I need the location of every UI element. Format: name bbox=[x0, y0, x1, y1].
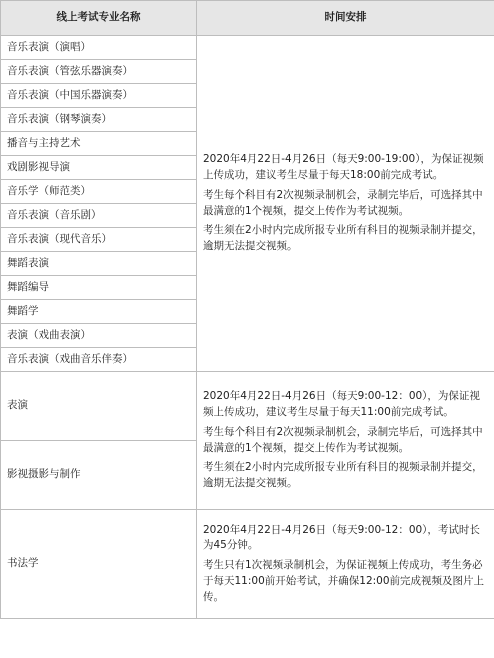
major-name: 音乐表演（中国乐器演奏） bbox=[1, 84, 197, 108]
schedule-text: 考生每个科目有2次视频录制机会，录制完毕后，可选择其中最满意的1个视频，提交上传作为考试视频。 bbox=[203, 425, 483, 454]
schedule-text: 考生须在2小时内完成所报专业所有科目的视频录制并提交，逾期无法提交视频。 bbox=[203, 224, 483, 252]
table-row bbox=[1, 372, 494, 441]
schedule-text: 考生须在2小时内完成所报专业所有科目的视频录制并提交，逾期无法提交视频。 bbox=[203, 461, 483, 489]
schedule-cell bbox=[197, 36, 494, 372]
major-name: 表演（戏曲表演） bbox=[1, 324, 197, 348]
major-name: 舞蹈学 bbox=[1, 300, 197, 324]
schedule-cell bbox=[197, 372, 494, 510]
major-name: 音乐表演（戏曲音乐伴奏） bbox=[1, 348, 197, 372]
major-name: 音乐表演（音乐剧） bbox=[1, 204, 197, 228]
schedule-column-header: 时间安排 bbox=[197, 1, 494, 36]
major-name: 音乐表演（现代音乐） bbox=[1, 228, 197, 252]
schedule-text: 2020年4月22日-4月26日（每天9:00-19:00），为保证视频上传成功，建议考生尽量于每天18:00前完成考试。 bbox=[203, 153, 484, 181]
major-name: 音乐表演（演唱） bbox=[1, 36, 197, 60]
major-column-header: 线上考试专业名称 bbox=[1, 1, 197, 36]
header-row bbox=[1, 1, 494, 36]
major-name: 音乐表演（钢琴演奏） bbox=[1, 108, 197, 132]
major-name: 舞蹈编导 bbox=[1, 276, 197, 300]
schedule-text: 2020年4月22日-4月26日（每天9:00-12：00），考试时长为45分钟。 bbox=[203, 523, 480, 552]
schedule-text: 考生只有1次视频录制机会，为保证视频上传成功，考生务必于每天11:00前开始考试，并确保12:00前完成视频及图片上传。 bbox=[203, 559, 485, 603]
schedule-cell bbox=[197, 510, 494, 619]
table-row bbox=[1, 36, 494, 60]
major-name: 影视摄影与制作 bbox=[1, 441, 197, 510]
table-row bbox=[1, 510, 494, 619]
major-name: 播音与主持艺术 bbox=[1, 132, 197, 156]
major-name: 戏剧影视导演 bbox=[1, 156, 197, 180]
major-name: 表演 bbox=[1, 372, 197, 441]
major-name: 音乐表演（管弦乐器演奏） bbox=[1, 60, 197, 84]
schedule-text: 考生每个科目有2次视频录制机会，录制完毕后，可选择其中最满意的1个视频，提交上传作为考试视频。 bbox=[203, 188, 483, 217]
major-name: 书法学 bbox=[1, 510, 197, 619]
schedule-text: 2020年4月22日-4月26日（每天9:00-12：00），为保证视频上传成功，建议考生尽量于每天11:00前完成考试。 bbox=[203, 390, 480, 418]
major-name: 音乐学（师范类） bbox=[1, 180, 197, 204]
major-name: 舞蹈表演 bbox=[1, 252, 197, 276]
